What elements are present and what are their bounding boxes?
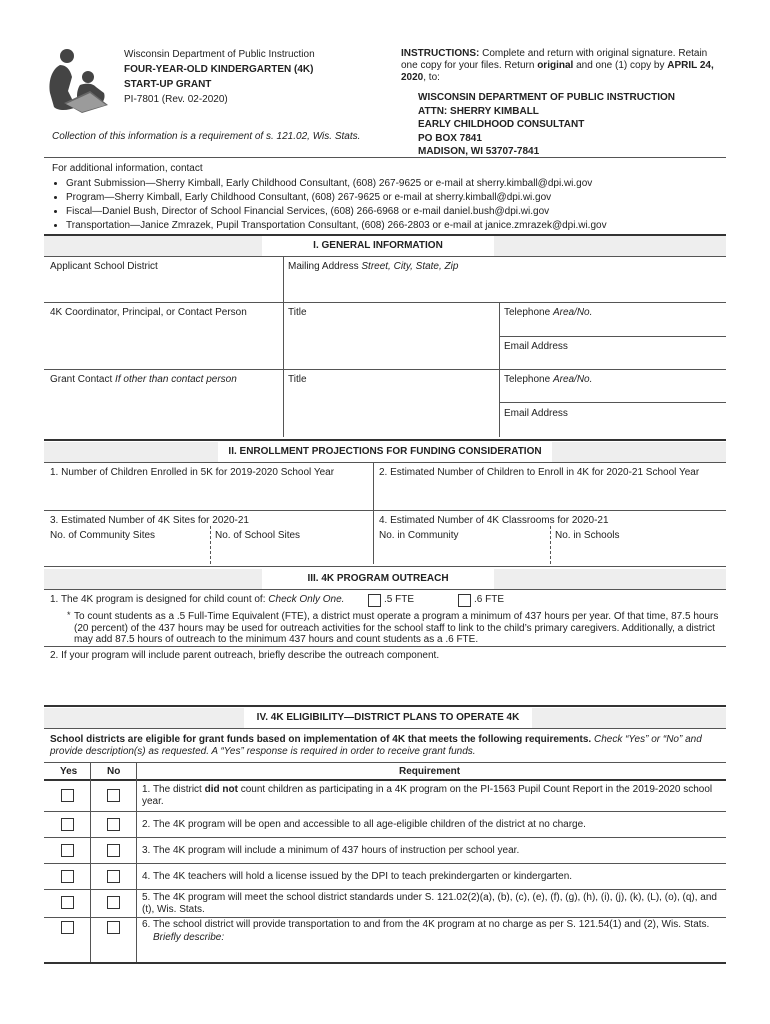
divider bbox=[499, 336, 726, 337]
requirement-5: 5. The 4K program will meet the school district standards under S. 121.02(2)(a), (b), (c), (e), (f), (g), (h), (i), (j), (k), (L), (o), (q), and (t), Wis. Stats. bbox=[142, 892, 717, 915]
divider bbox=[44, 863, 726, 864]
grant-contact-title-label: Title bbox=[288, 374, 307, 385]
instructions-label: INSTRUCTIONS: bbox=[401, 48, 480, 59]
grant-contact-hint: If other than contact person bbox=[115, 374, 237, 385]
req5-no-checkbox[interactable] bbox=[107, 896, 120, 909]
enrollment-q2: 2. Estimated Number of Children to Enroll in 4K for 2020-21 School Year bbox=[379, 467, 700, 478]
divider bbox=[499, 402, 500, 437]
divider bbox=[44, 779, 726, 781]
instructions-text-a: Complete and return with original signature. Retain one copy for your files. Return bbox=[401, 48, 708, 71]
divider bbox=[44, 369, 726, 370]
mailing-address-label bbox=[288, 261, 458, 272]
eligibility-intro-bold: School districts are eligible for grant funds based on implementation of 4K that meets the following requirements. bbox=[50, 734, 592, 745]
instructions-text-b: and one (1) copy by bbox=[576, 60, 665, 71]
divider bbox=[373, 462, 374, 564]
divider bbox=[44, 705, 726, 707]
outreach-q1-hint: Check Only One. bbox=[268, 594, 345, 605]
req6-no-checkbox[interactable] bbox=[107, 921, 120, 934]
divider bbox=[44, 439, 726, 441]
section-2-title: II. ENROLLMENT PROJECTIONS FOR FUNDING CONSIDERATION bbox=[218, 442, 552, 462]
contact-item: • Program—Sherry Kimball, Early Childhood Consultant, (608) 267-9625 or e-mail at sherry.kimball@dpi.wi.gov bbox=[66, 191, 756, 205]
req3-no-checkbox[interactable] bbox=[107, 844, 120, 857]
instructions-date: APRIL 24, 2020 bbox=[401, 60, 714, 83]
divider bbox=[210, 526, 211, 564]
req5-yes-checkbox[interactable] bbox=[61, 896, 74, 909]
divider bbox=[44, 728, 726, 729]
collection-note: Collection of this information is a requirement of s. 121.02, Wis. Stats. bbox=[52, 131, 361, 142]
col-req-header: Requirement bbox=[399, 766, 461, 777]
divider bbox=[44, 302, 726, 303]
fte-05-checkbox[interactable] bbox=[368, 594, 381, 607]
divider bbox=[283, 369, 284, 437]
fte-note: To count students as a .5 Full-Time Equivalent (FTE), a district must operate a program a minimum of 437 hours per year. Of that time, 87.5 hours (20 percent) of the 437 hours may be used for outreach activities for the school staff to link to the child’s primary caregivers. Additionally, a district may add 87.5 hours of outreach to the minimum 437 hours and count students as a .6 FTE. bbox=[74, 611, 719, 645]
contacts-list bbox=[36, 177, 756, 233]
divider bbox=[44, 811, 726, 812]
section-1-title: I. GENERAL INFORMATION bbox=[262, 236, 494, 256]
divider bbox=[44, 462, 726, 463]
address-line: PO BOX 7841 bbox=[418, 132, 482, 144]
requirement-2: 2. The 4K program will be open and accessible to all age-eligible children of the district at no charge. bbox=[142, 819, 586, 830]
divider bbox=[90, 762, 91, 962]
req6-yes-checkbox[interactable] bbox=[61, 921, 74, 934]
mailing-address-block bbox=[418, 91, 675, 159]
section-2-header bbox=[44, 442, 726, 462]
divider bbox=[44, 917, 726, 918]
instructions-text-c: , to: bbox=[423, 72, 440, 83]
enrollment-q4: 4. Estimated Number of 4K Classrooms for 2020-21 bbox=[379, 515, 609, 526]
fte-asterisk: * bbox=[67, 610, 71, 620]
section-3-title: III. 4K PROGRAM OUTREACH bbox=[262, 569, 494, 589]
form-number: PI-7801 (Rev. 02-2020) bbox=[124, 94, 228, 105]
req2-no-checkbox[interactable] bbox=[107, 818, 120, 831]
fte-05-label: .5 FTE bbox=[384, 594, 415, 605]
divider bbox=[44, 566, 726, 567]
divider bbox=[550, 526, 551, 564]
telephone-hint: Area/No. bbox=[552, 307, 593, 318]
divider bbox=[44, 646, 726, 647]
section-1-header bbox=[44, 236, 726, 256]
address-line: WISCONSIN DEPARTMENT OF PUBLIC INSTRUCTION bbox=[418, 92, 676, 103]
coordinator-email-label: Email Address bbox=[504, 341, 568, 352]
divider bbox=[44, 589, 726, 590]
req1-bold: did not bbox=[204, 784, 238, 795]
outreach-q2: 2. If your program will include parent outreach, briefly describe the outreach component. bbox=[50, 650, 440, 661]
req1-yes-checkbox[interactable] bbox=[61, 789, 74, 802]
school-sites-label: No. of School Sites bbox=[215, 530, 301, 541]
divider bbox=[499, 302, 500, 402]
req4-yes-checkbox[interactable] bbox=[61, 870, 74, 883]
divider bbox=[44, 510, 726, 511]
divider bbox=[499, 402, 726, 403]
address-line: ATTN: SHERRY KIMBALL bbox=[418, 105, 539, 117]
instructions-original: original bbox=[537, 60, 574, 71]
grant-contact-label bbox=[50, 374, 237, 385]
requirement-1 bbox=[142, 784, 732, 808]
req1-no-checkbox[interactable] bbox=[107, 789, 120, 802]
outreach-q1 bbox=[50, 594, 344, 605]
col-no-header: No bbox=[107, 766, 121, 777]
requirement-4: 4. The 4K teachers will hold a license issued by the DPI to teach prekindergarten or kindergarten. bbox=[142, 871, 573, 882]
applicant-district-label: Applicant School District bbox=[50, 261, 158, 272]
coordinator-title-label: Title bbox=[288, 307, 307, 318]
eligibility-intro bbox=[50, 734, 722, 758]
dpi-logo-icon bbox=[46, 47, 112, 115]
instructions bbox=[401, 48, 723, 84]
mailing-address-text: Mailing Address bbox=[288, 261, 359, 272]
fte-06-label: .6 FTE bbox=[474, 594, 505, 605]
contact-item: • Transportation—Janice Zmrazek, Pupil Transportation Consultant, (608) 266-2803 or e-mail at janice.zmrazek@dpi.wi.gov bbox=[66, 219, 756, 233]
section-4-header bbox=[44, 708, 726, 728]
divider bbox=[44, 256, 726, 257]
classrooms-community-label: No. in Community bbox=[379, 530, 459, 541]
agency-name: Wisconsin Department of Public Instruction bbox=[124, 49, 315, 60]
divider bbox=[44, 889, 726, 890]
enrollment-q1: 1. Number of Children Enrolled in 5K for 2019-2020 School Year bbox=[50, 467, 335, 478]
mailing-address-hint: Street, City, State, Zip bbox=[361, 261, 459, 272]
divider bbox=[44, 762, 726, 763]
divider bbox=[136, 762, 137, 962]
divider bbox=[44, 962, 726, 964]
grant-contact-telephone-label bbox=[504, 374, 592, 385]
grant-contact-text: Grant Contact bbox=[50, 374, 113, 385]
req4-no-checkbox[interactable] bbox=[107, 870, 120, 883]
requirement-3: 3. The 4K program will include a minimum of 437 hours of instruction per school year. bbox=[142, 845, 520, 856]
contact-item: • Fiscal—Daniel Bush, Director of School Financial Services, (608) 266-6968 or e-mail daniel.bush@dpi.wi.gov bbox=[66, 205, 756, 219]
eligibility-intro-italic: Check “Yes” or “No” and provide description(s) as requested. A “Yes” response is required in order to receive grant funds. bbox=[50, 734, 702, 757]
req1-text-b: count children as participating in a 4K program on the PI-1563 Pupil Count Report in the 2019-2020 school year. bbox=[142, 784, 713, 807]
enrollment-q3: 3. Estimated Number of 4K Sites for 2020-21 bbox=[50, 515, 249, 526]
requirement-6-hint: Briefly describe: bbox=[153, 932, 225, 943]
telephone-text: Telephone bbox=[504, 374, 551, 385]
address-line: MADISON, WI 53707-7841 bbox=[418, 146, 540, 157]
address-line: EARLY CHILDHOOD CONSULTANT bbox=[418, 119, 585, 130]
coordinator-label: 4K Coordinator, Principal, or Contact Person bbox=[50, 307, 247, 318]
requirement-6: 6. The school district will provide transportation to and from the 4K program at no charge as per S. 121.54(1) and (2), Wis. Stats. bbox=[142, 919, 710, 930]
classrooms-schools-label: No. in Schools bbox=[555, 530, 620, 541]
section-4-title: IV. 4K ELIGIBILITY—DISTRICT PLANS TO OPERATE 4K bbox=[244, 708, 532, 728]
coordinator-telephone-label bbox=[504, 307, 592, 318]
header-divider bbox=[44, 157, 726, 158]
contacts-intro: For additional information, contact bbox=[52, 163, 203, 174]
community-sites-label: No. of Community Sites bbox=[50, 530, 156, 541]
divider bbox=[44, 837, 726, 838]
col-yes-header: Yes bbox=[60, 766, 78, 777]
form-title-line2: START-UP GRANT bbox=[124, 79, 212, 90]
form-title-line1: FOUR-YEAR-OLD KINDERGARTEN (4K) bbox=[124, 64, 314, 75]
req3-yes-checkbox[interactable] bbox=[61, 844, 74, 857]
telephone-hint: Area/No. bbox=[552, 374, 593, 385]
req1-text-a: 1. The district bbox=[142, 784, 202, 795]
grant-contact-email-label: Email Address bbox=[504, 408, 568, 419]
req2-yes-checkbox[interactable] bbox=[61, 818, 74, 831]
fte-06-checkbox[interactable] bbox=[458, 594, 471, 607]
section-3-header bbox=[44, 569, 726, 589]
outreach-q1-text: 1. The 4K program is designed for child count of: bbox=[50, 594, 266, 605]
telephone-text: Telephone bbox=[504, 307, 551, 318]
contact-item: • Grant Submission—Sherry Kimball, Early Childhood Consultant, (608) 267-9625 or e-mail at sherry.kimball@dpi.wi.gov bbox=[66, 177, 756, 191]
